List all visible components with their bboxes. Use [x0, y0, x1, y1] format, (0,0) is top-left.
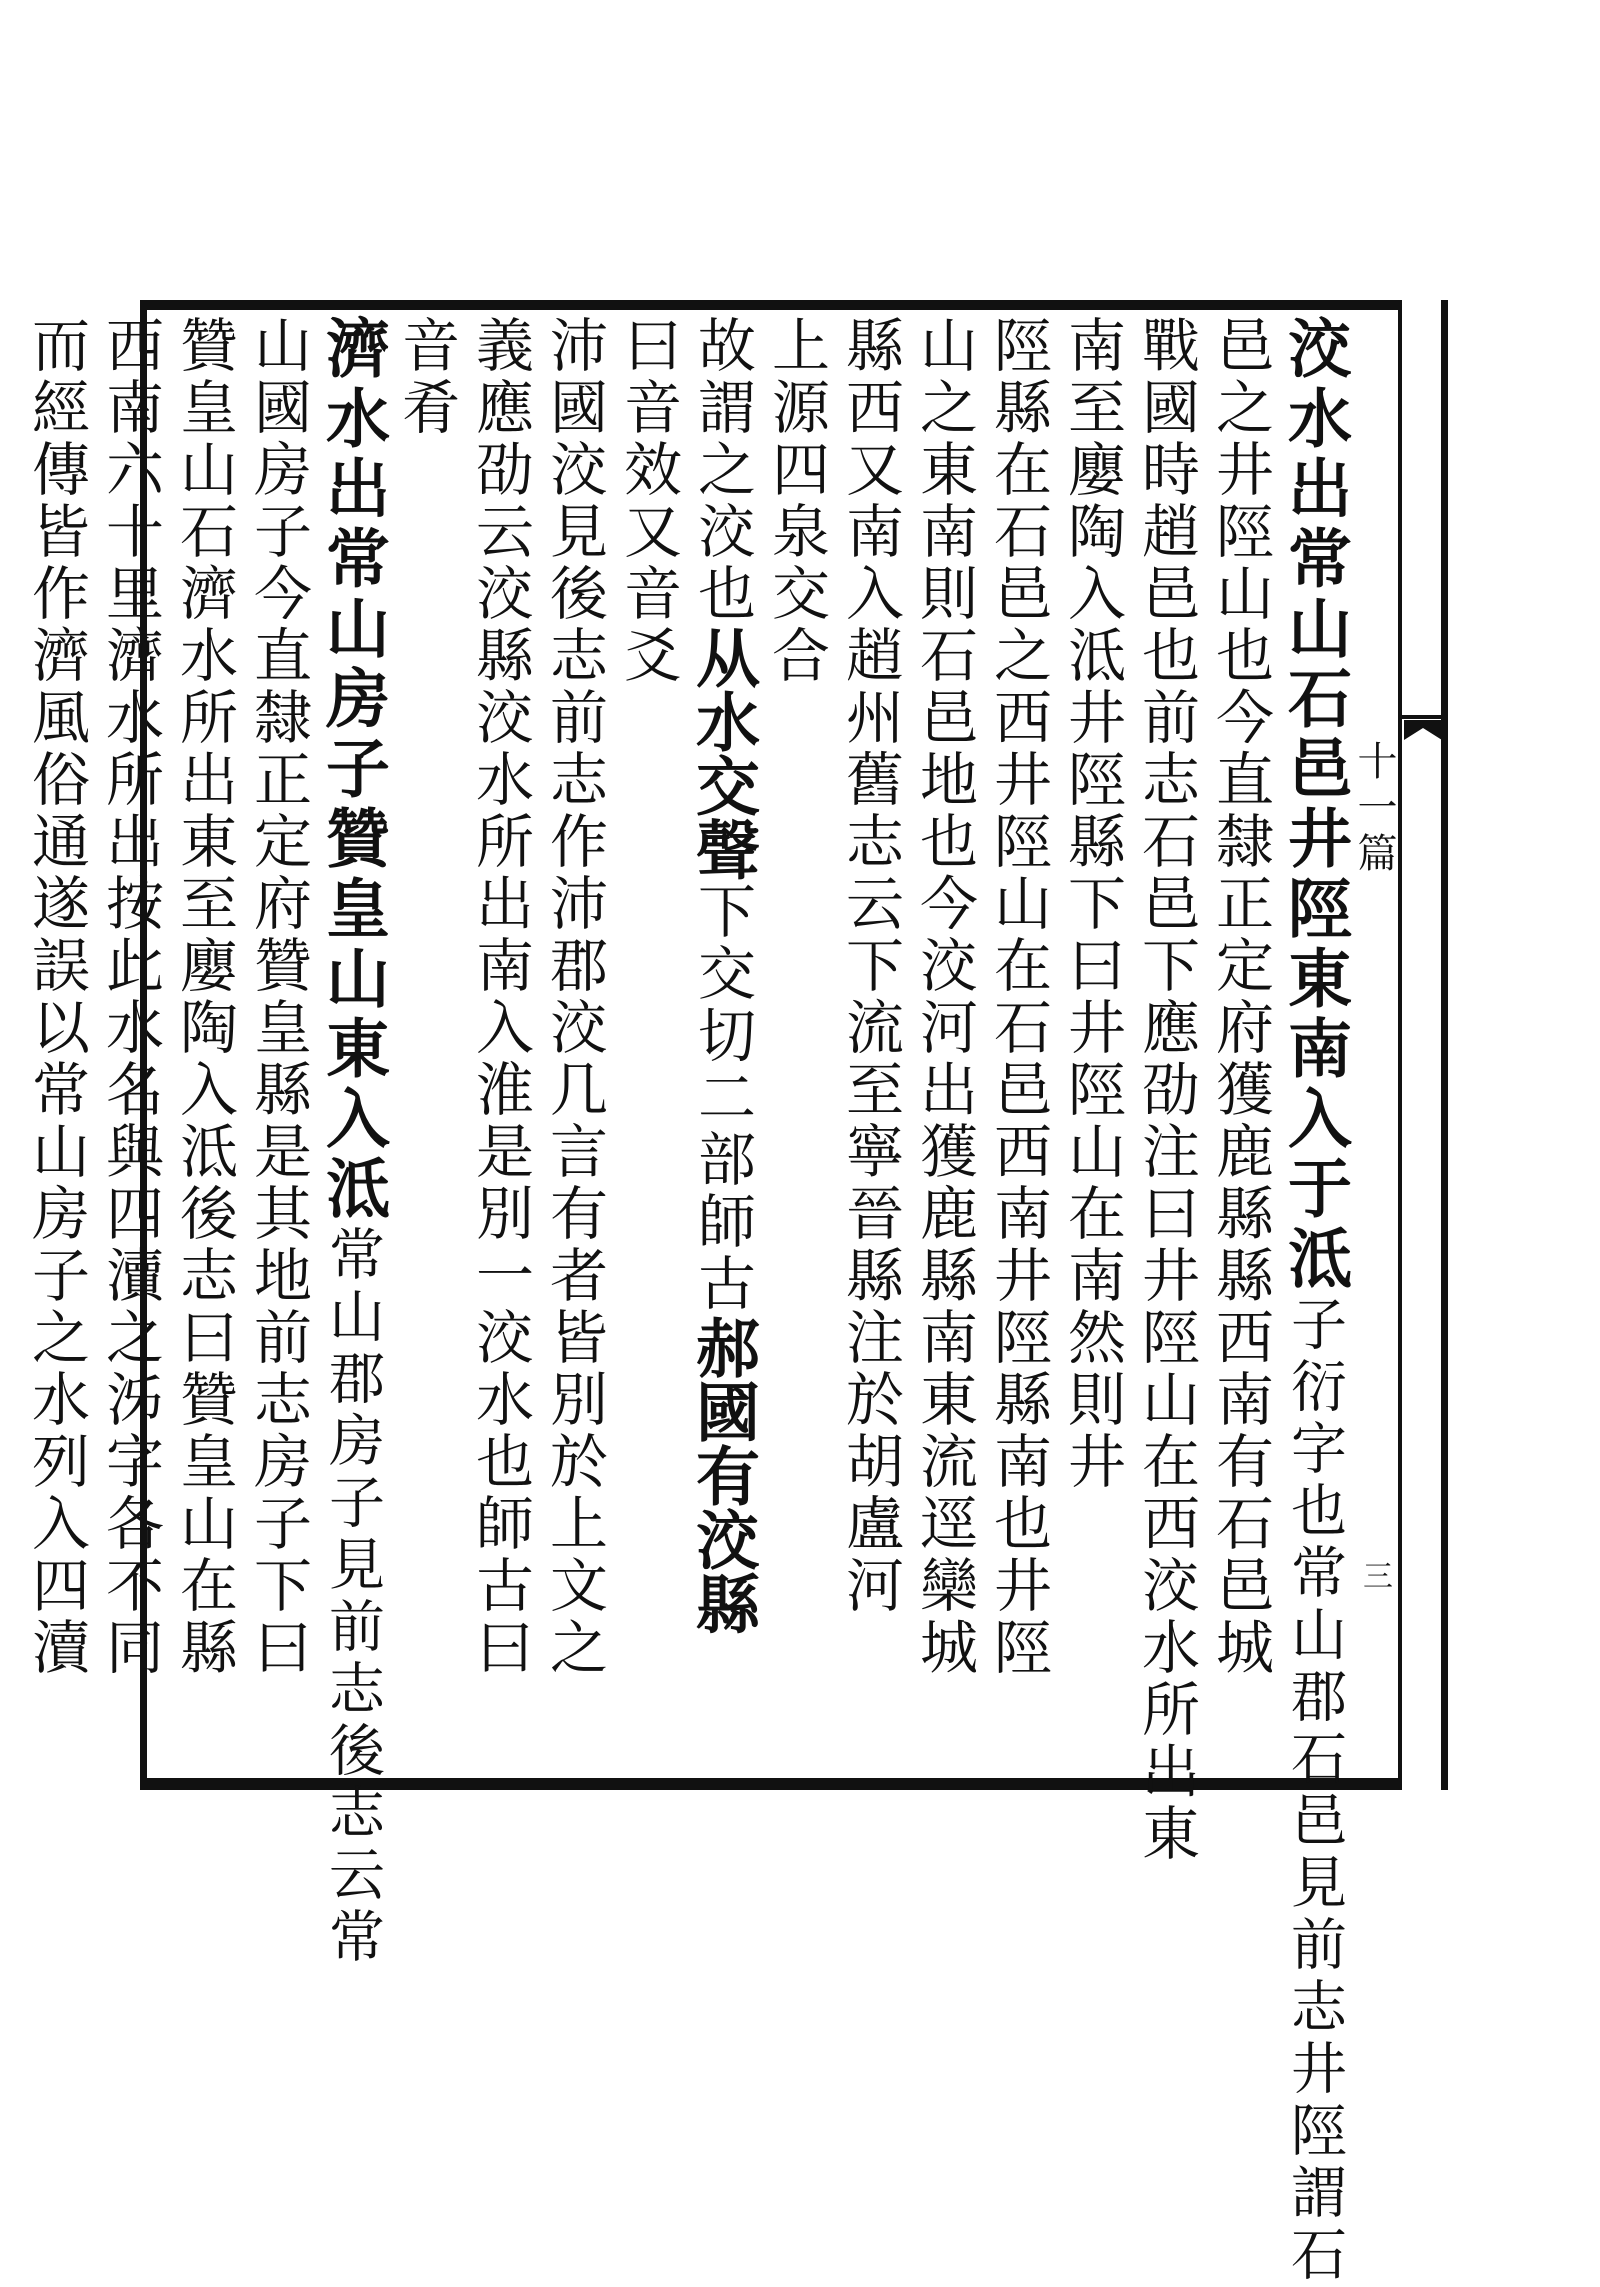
column-7	[834, 315, 906, 1775]
annotation: 上源四泉交合	[762, 315, 830, 687]
column-1	[1277, 315, 1352, 2287]
annotation: 沛國洨見後志前志作沛郡洨几言有者皆別於上文之	[540, 315, 608, 1679]
column-9	[686, 315, 758, 1775]
headword-entry: 洨水出常山石邑井陘東南入于泜	[1277, 315, 1352, 1295]
annotation: 山國房子今直隸正定府贊皇縣是其地前志房子下曰	[244, 315, 312, 1679]
annotation: 故謂之洨也	[688, 315, 756, 625]
page-number: 三	[1357, 1560, 1392, 1590]
column-17	[94, 315, 166, 1775]
annotation: 而經傳皆作濟風俗通遂誤以常山房子之水列入四瀆	[22, 315, 90, 1679]
column-15	[242, 315, 314, 1775]
column-6	[908, 315, 980, 1775]
annotation: 肴	[392, 377, 460, 439]
annotation: 曰音效又音爻	[614, 315, 682, 687]
text-columns	[22, 315, 1352, 2287]
headword-phonetic: 从水交聲	[685, 625, 760, 881]
annotation: 西南六十里濟水所出按此水名與四瀆之泲字各不同	[96, 315, 164, 1679]
annotation: 下交切二部師古	[688, 881, 756, 1315]
column-18	[20, 315, 92, 1775]
column-11	[538, 315, 610, 1775]
annotation: 義應劭云洨縣洨水所出南入淮是別一洨水也師古曰	[466, 315, 534, 1679]
column-16	[168, 315, 240, 1775]
column-10	[612, 315, 684, 1775]
headword-entry: 郝國有洨縣	[685, 1315, 760, 1635]
column-3	[1130, 315, 1202, 1865]
column-12	[464, 315, 536, 1775]
annotation: 邑之井陘山也今直隸正定府獲鹿縣縣西南有石邑城	[1206, 315, 1274, 1679]
annotation: 常山郡房子見前志後志云常	[320, 1225, 385, 1969]
column-2	[1204, 315, 1276, 1775]
headword-entry: 濟水出常山房子贊皇山東入泜	[315, 315, 390, 1225]
annotation: 戰國時趙邑也前志石邑下應劭注曰井陘山在西洨水所出東	[1132, 315, 1200, 1865]
annotation: 贊皇山石濟水所出東至廮陶入泜後志曰贊皇山在縣	[170, 315, 238, 1679]
annotation: 子衍字也常山郡石邑見前志井陘謂石	[1282, 1295, 1347, 2287]
column-14	[315, 315, 390, 1969]
fore-edge-strip	[1398, 300, 1448, 1790]
fishtail-mark	[1404, 720, 1442, 740]
annotation: 音	[392, 315, 460, 377]
column-13	[390, 315, 462, 1775]
annotation: 陘縣在石邑之西井陘山在石邑西南井陘縣南也井陘	[984, 315, 1052, 1679]
column-4	[1056, 315, 1128, 1775]
annotation: 山之東南則石邑地也今洨河出獲鹿縣南東流逕欒城	[910, 315, 978, 1679]
chapter-label: 十一篇	[1351, 740, 1397, 878]
column-8	[760, 315, 832, 1775]
annotation: 南至廮陶入泜井陘縣下曰井陘山在南然則井	[1058, 315, 1126, 1493]
column-5	[982, 315, 1054, 1775]
annotation: 縣西又南入趙州舊志云下流至寧晉縣注於胡盧河	[836, 315, 904, 1617]
fishtail-line	[1402, 715, 1444, 719]
